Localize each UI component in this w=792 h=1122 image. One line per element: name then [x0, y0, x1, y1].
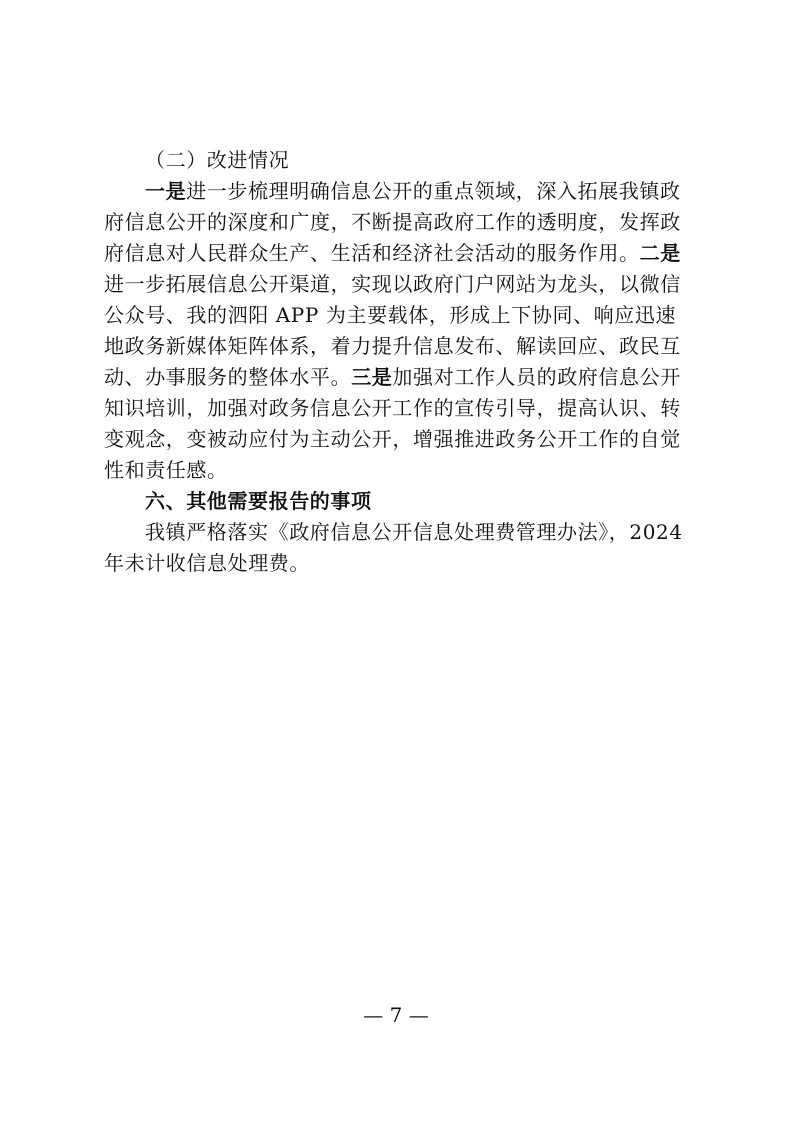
paragraph-text: 府信息对人民群众生产、生活和经济社会活动的服务作用。	[104, 241, 640, 265]
paragraph-line: 进一步拓展信息公开渠道，实现以政府门户网站为龙头，以微信	[104, 272, 681, 296]
paragraph-line: 性和责任感。	[104, 458, 228, 482]
paragraph-text: 加强对工作人员的政府信息公开	[392, 365, 681, 389]
paragraph-line: 变观念，变被动应付为主动公开，增强推进政务公开工作的自觉	[104, 427, 681, 451]
paragraph-line: 年未计收信息处理费。	[104, 551, 310, 575]
paragraph-text: 进一步梳理明确信息公开的重点领域，深入拓展我镇政	[186, 179, 681, 203]
section-heading: 六、其他需要报告的事项	[145, 489, 372, 513]
paragraph-line: 我镇严格落实《政府信息公开信息处理费管理办法》，2024	[145, 520, 683, 544]
paragraph-line	[104, 238, 694, 269]
other-paragraph	[104, 517, 694, 579]
paragraph-line: 地政务新媒体矩阵体系，着力提升信息发布、解读回应、政民互	[104, 334, 681, 358]
emphasis-second: 二是	[639, 241, 681, 265]
page-number: — 7 —	[363, 1003, 429, 1027]
paragraph-text: 动、办事服务的整体水平。	[104, 365, 352, 389]
subsection-heading: （二）改进情况	[145, 148, 290, 172]
document-body	[104, 145, 694, 579]
emphasis-first: 一是	[145, 179, 187, 203]
improvement-paragraph	[104, 176, 694, 486]
paragraph-line	[104, 362, 694, 393]
paragraph-line: 府信息公开的深度和广度，不断提高政府工作的透明度，发挥政	[104, 210, 681, 234]
emphasis-third: 三是	[351, 365, 393, 389]
paragraph-line: 知识培训，加强对政务信息公开工作的宣传引导，提高认识、转	[104, 396, 681, 420]
paragraph-line: 公众号、我的泗阳 APP 为主要载体，形成上下协同、响应迅速	[104, 303, 677, 327]
paragraph-line	[104, 176, 694, 207]
